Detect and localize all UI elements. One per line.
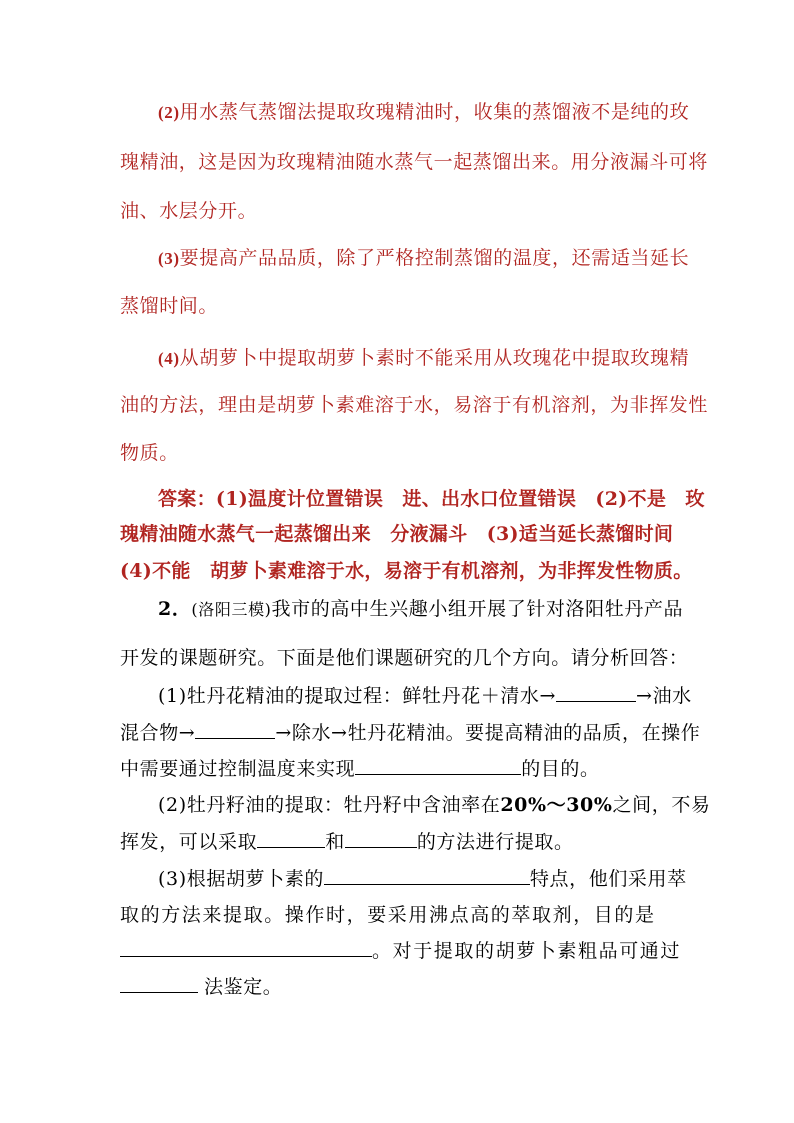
- line-text: 要提高产品品质，除了严格控制蒸馏的温度，还需适当延长: [179, 247, 690, 269]
- question-2-intro-cont: [120, 646, 688, 670]
- answer-line-2: [120, 522, 673, 546]
- explanation-line: [120, 441, 179, 465]
- part-text: 特点，他们采用萃: [529, 868, 687, 890]
- question-text: 开发的课题研究。下面是他们课题研究的几个方向。请分析回答：: [120, 647, 689, 669]
- item-number: (4): [158, 349, 180, 368]
- part-text: 。对于提取的胡萝卜素粗品可通过: [372, 940, 682, 962]
- part-text: →除水→牡丹花精油。要提高精油的品质，在操作: [275, 722, 701, 744]
- line-text: 蒸馏时间。: [120, 295, 219, 317]
- question-source: (洛阳三模): [191, 600, 272, 619]
- explanation-line-3: [158, 246, 689, 271]
- item-number: (3): [158, 249, 180, 268]
- blank-8[interactable]: [120, 974, 198, 993]
- question-number: 2．: [158, 598, 192, 620]
- line-text: 物质。: [120, 442, 179, 464]
- question-text: 我市的高中生兴趣小组开展了针对洛阳牡丹产品: [271, 598, 684, 620]
- part-2-line-1: [158, 793, 711, 817]
- line-text: 从胡萝卜中提取胡萝卜素时不能采用从玫瑰花中提取玫瑰精: [179, 347, 690, 369]
- part-text: 中需要通过控制温度来实现: [120, 758, 356, 780]
- part-1-line-1: [158, 683, 692, 708]
- part-2-line-2: [120, 829, 574, 854]
- part-text: 法鉴定。: [204, 976, 283, 998]
- part-3-line-3: [120, 938, 681, 963]
- blank-6[interactable]: [324, 866, 530, 885]
- blank-2[interactable]: [195, 720, 275, 739]
- explanation-line: [120, 199, 257, 223]
- answer-line-3: [120, 559, 693, 583]
- blank-4[interactable]: [257, 829, 325, 848]
- part-1-line-2: [120, 720, 700, 745]
- part-text: 和: [325, 831, 345, 853]
- explanation-line: [120, 150, 708, 174]
- item-number: (2): [158, 103, 180, 122]
- explanation-line-2: [158, 100, 689, 125]
- explanation-line-4: [158, 346, 689, 371]
- line-text: 油、水层分开。: [120, 200, 258, 222]
- part-text: (2)牡丹籽油的提取：牡丹籽中含油率在: [158, 794, 501, 816]
- part-text: (1)牡丹花精油的提取过程：鲜牡丹花＋清水→: [158, 685, 557, 707]
- part-3-line-1: [158, 866, 687, 891]
- part-3-line-4: [120, 974, 282, 999]
- line-text: 瑰精油，这是因为玫瑰精油随水蒸气一起蒸馏出来。用分液漏斗可将: [120, 151, 709, 173]
- part-text: 的目的。: [521, 758, 600, 780]
- part-3-line-2: [120, 903, 656, 927]
- answer-text: (4)不能 胡萝卜素难溶于水，易溶于有机溶剂，为非挥发性物质。: [120, 560, 693, 582]
- answer-line-1: [158, 487, 705, 511]
- explanation-line: [120, 393, 708, 417]
- part-text: 取的方法来提取。操作时，要采用沸点高的萃取剂，目的是: [120, 904, 656, 926]
- part-text: (3)根据胡萝卜素的: [158, 868, 324, 890]
- answer-text: (1)温度计位置错误 进、出水口位置错误 (2)不是 玫: [215, 488, 705, 510]
- line-text: 油的方法，理由是胡萝卜素难溶于水，易溶于有机溶剂，为非挥发性: [120, 394, 709, 416]
- question-2-intro: [158, 597, 683, 622]
- part-text: 挥发，可以采取: [120, 831, 258, 853]
- answer-colon: ：: [196, 488, 216, 510]
- part-1-line-3: [120, 756, 600, 781]
- part-text: →油水: [636, 685, 692, 707]
- blank-5[interactable]: [345, 829, 417, 848]
- blank-7[interactable]: [120, 938, 372, 957]
- part-text: 混合物→: [120, 722, 196, 744]
- part-text: 之间，不易: [612, 794, 711, 816]
- answer-text: 瑰精油随水蒸气一起蒸馏出来 分液漏斗 (3)适当延长蒸馏时间: [120, 523, 674, 545]
- explanation-line: [120, 294, 218, 318]
- blank-1[interactable]: [556, 683, 636, 702]
- blank-3[interactable]: [355, 756, 521, 775]
- line-text: 用水蒸气蒸馏法提取玫瑰精油时，收集的蒸馏液不是纯的玫: [179, 101, 690, 123]
- part-text: 的方法进行提取。: [416, 831, 574, 853]
- percent-range: 20%～30%: [500, 794, 613, 816]
- answer-label: 答案: [158, 488, 197, 510]
